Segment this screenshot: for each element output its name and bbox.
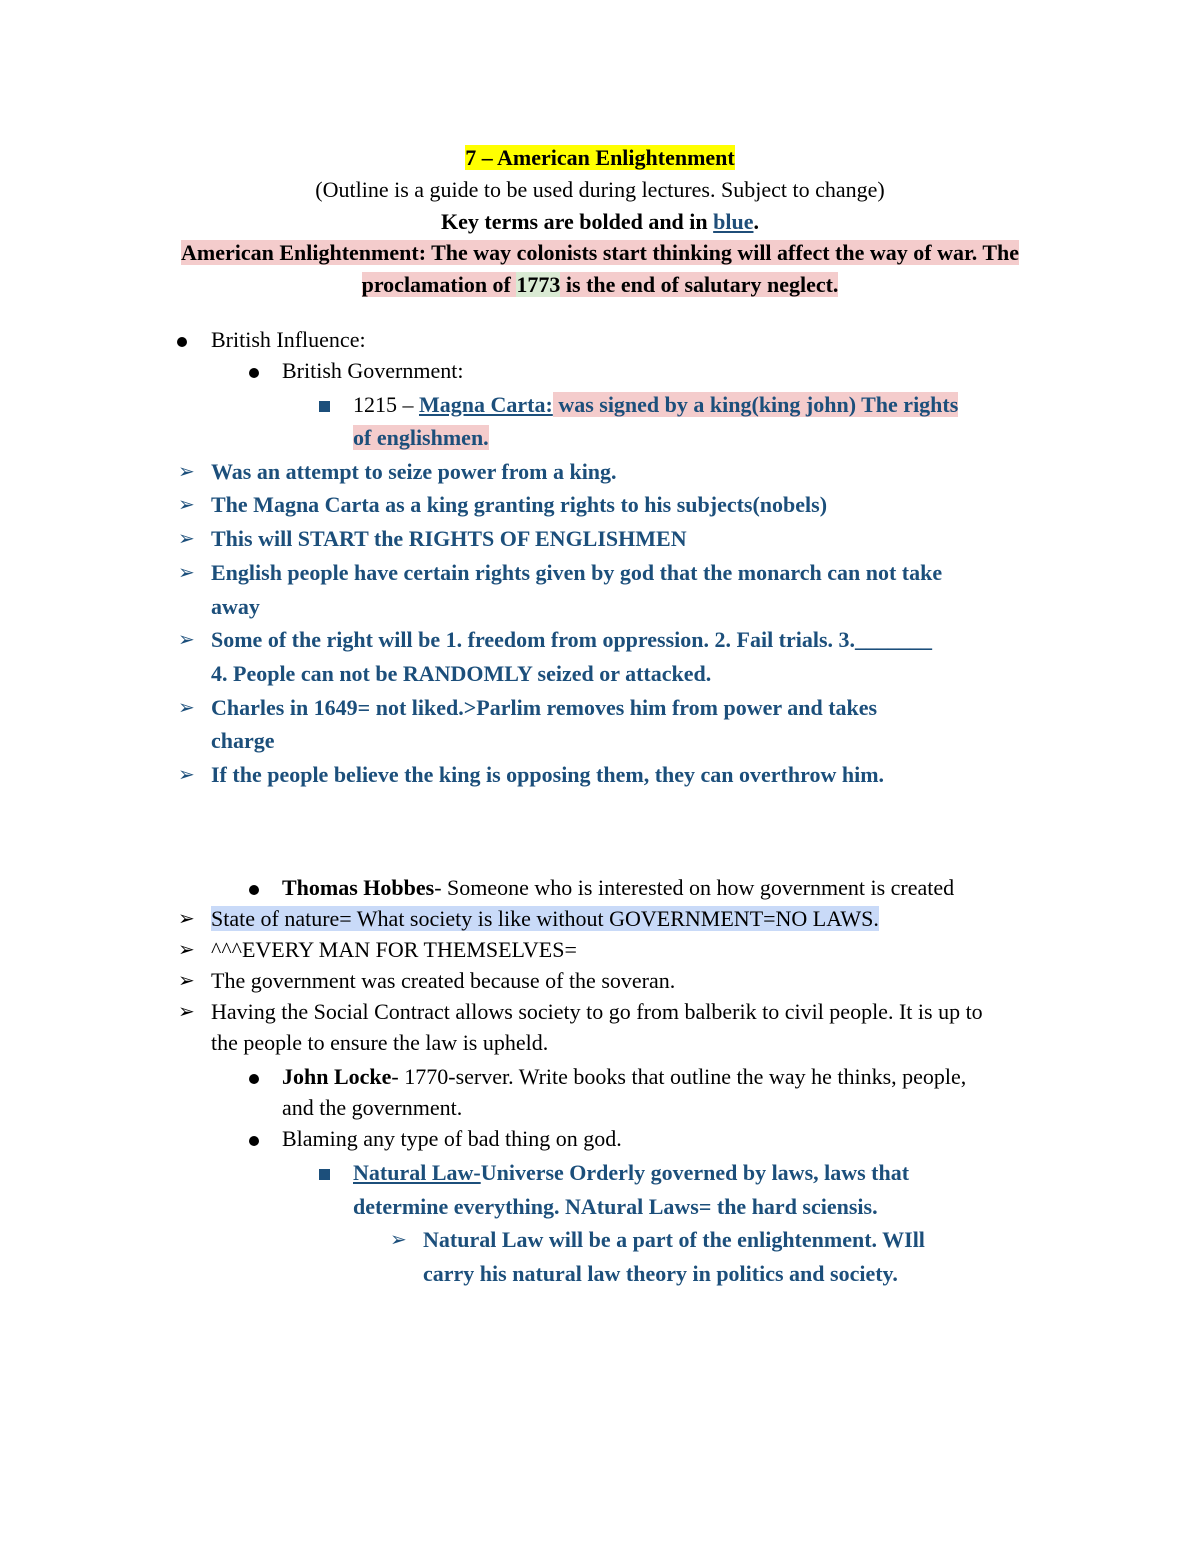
magna-date: 1215 –	[353, 392, 419, 417]
arrow-item-continued: away	[211, 594, 260, 619]
arrow-icon: ➢	[178, 906, 195, 930]
subtitle: (Outline is a guide to be used during lectures. Subject to change)	[315, 177, 885, 202]
arrow-item: The government was created because of the soveran.	[211, 968, 676, 993]
bullet-dot-icon	[249, 871, 259, 904]
natural-law-arrow-1: Natural Law will be a part of the enlightenment. WIll	[423, 1227, 925, 1252]
arrow-item: Having the Social Contract allows society to go from balberik to civil people. It is up to	[211, 999, 983, 1024]
natural-law-line-1	[353, 1156, 909, 1189]
blaming-line: Blaming any type of bad thing on god.	[282, 1126, 622, 1151]
locke-line-2: and the government.	[282, 1095, 463, 1120]
bullet-square-icon	[319, 388, 330, 421]
arrow-item: If the people believe the king is opposing them, they can overthrow him.	[211, 762, 885, 787]
arrow-icon: ➢	[390, 1227, 407, 1251]
magna-carta-line-1	[353, 388, 958, 421]
arrow-item-continued: charge	[211, 728, 275, 753]
arrow-item: This will START the RIGHTS OF ENGLISHMEN	[211, 526, 687, 551]
arrow-icon: ➢	[178, 695, 195, 719]
hobbes-desc: - Someone who is interested on how government is created	[434, 875, 955, 900]
key-terms-prefix: Key terms are bolded and in	[440, 209, 714, 234]
locke-name: John Locke	[282, 1064, 392, 1089]
summary-line-1	[0, 237, 1200, 269]
arrow-icon: ➢	[178, 492, 195, 516]
key-terms-suffix: .	[753, 209, 759, 234]
arrow-item: ^^^EVERY MAN FOR THEMSELVES=	[211, 937, 577, 962]
arrow-item-continued: 4. People can not be RANDOMLY seized or attacked.	[211, 661, 712, 686]
arrow-icon: ➢	[178, 526, 195, 550]
locke-line-1	[282, 1060, 966, 1093]
bullet-dot-icon	[249, 1122, 259, 1155]
bullet-dot-icon	[249, 1060, 259, 1093]
natural-law-arrow-2: carry his natural law theory in politics and society.	[423, 1261, 898, 1286]
arrow-icon: ➢	[178, 627, 195, 651]
arrow-item: English people have certain rights given by god that the monarch can not take	[211, 560, 943, 585]
natural-law-desc-1: Universe Orderly governed by laws, laws that	[480, 1160, 910, 1185]
bullet-dot-icon	[177, 323, 187, 356]
summary-line-2	[0, 269, 1200, 301]
arrow-item: Charles in 1649= not liked.>Parlim removes him from power and takes	[211, 695, 878, 720]
arrow-item: Was an attempt to seize power from a king.	[211, 459, 617, 484]
summary-text-1: American Enlightenment: The way colonists start thinking will affect the way of war. The	[180, 240, 1020, 265]
arrow-item: Some of the right will be 1. freedom from oppression. 2. Fail trials. 3._______	[211, 627, 933, 652]
state-of-nature-text: State of nature= What society is like without GOVERNMENT=NO LAWS.	[211, 906, 879, 931]
hobbes-line	[282, 871, 954, 904]
arrow-item: The Magna Carta as a king granting rights to his subjects(nobels)	[211, 492, 828, 517]
bullet-dot-icon	[249, 354, 259, 387]
key-terms-note	[0, 206, 1200, 238]
arrow-icon: ➢	[178, 937, 195, 961]
natural-law-line-2: determine everything. NAtural Laws= the hard sciensis.	[353, 1194, 878, 1219]
arrow-icon: ➢	[178, 999, 195, 1023]
locke-desc-1: - 1770-server. Write books that outline the way he thinks, people,	[391, 1064, 967, 1089]
key-terms-blue: blue	[713, 209, 754, 234]
summary-text-2a: proclamation of	[361, 272, 517, 297]
page-title: 7 – American Enlightenment	[465, 145, 735, 170]
british-government: British Government:	[282, 358, 464, 383]
natural-law-term: Natural Law-	[353, 1160, 481, 1185]
summary-text-2b: is the end of salutary neglect.	[560, 272, 839, 297]
arrow-icon: ➢	[178, 459, 195, 483]
magna-carta-line-2	[353, 421, 489, 454]
british-influence: British Influence:	[211, 327, 366, 352]
bullet-square-icon	[319, 1156, 330, 1189]
hobbes-name: Thomas Hobbes	[282, 875, 435, 900]
arrow-icon: ➢	[178, 560, 195, 584]
summary-year: 1773	[516, 272, 561, 297]
magna-desc-2: of englishmen.	[353, 425, 489, 450]
arrow-icon: ➢	[178, 968, 195, 992]
magna-desc-1: was signed by a king(king john) The rights	[552, 392, 959, 417]
magna-term: Magna Carta:	[419, 392, 553, 417]
arrow-icon: ➢	[178, 762, 195, 786]
arrow-item-continued: the people to ensure the law is upheld.	[211, 1030, 549, 1055]
state-of-nature	[211, 902, 879, 935]
title-line	[0, 142, 1200, 174]
